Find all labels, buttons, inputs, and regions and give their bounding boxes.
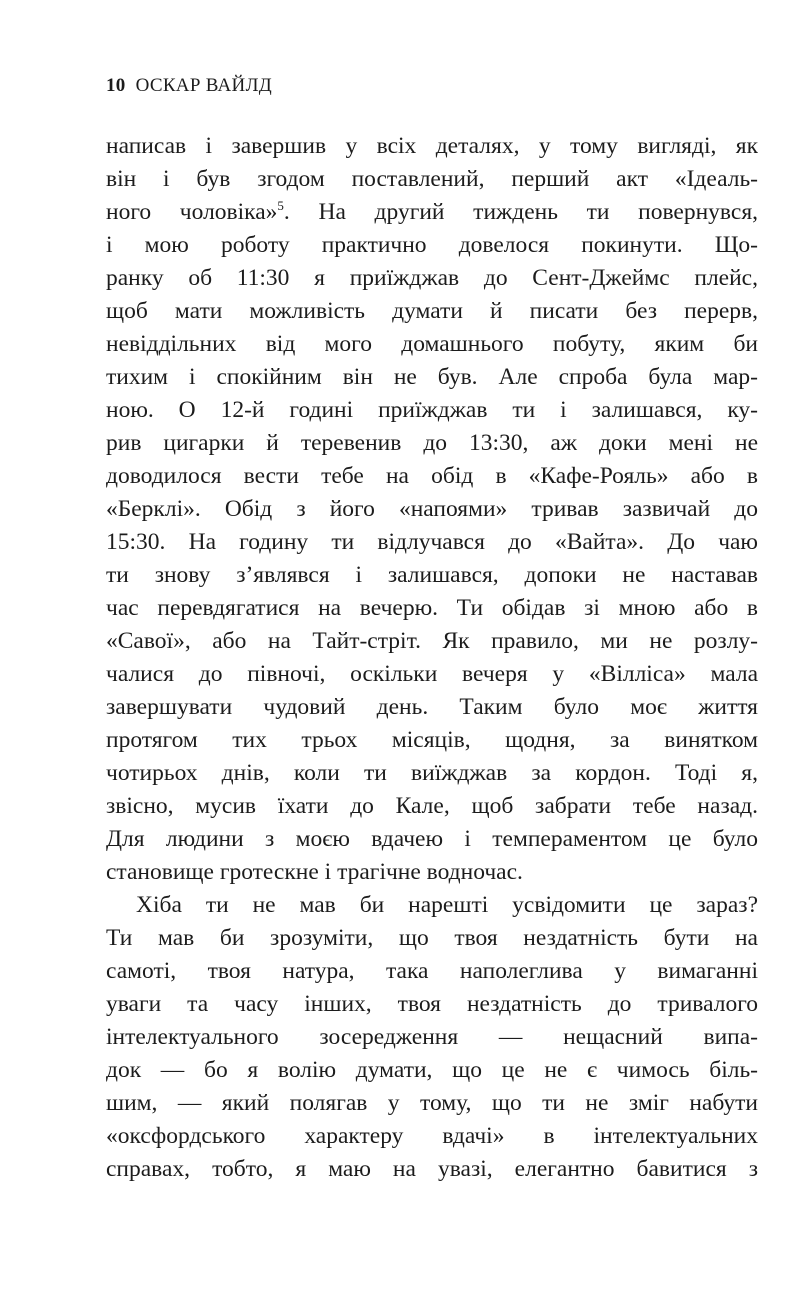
text-line: і мою роботу практично довелося покинути. Що- bbox=[106, 232, 758, 258]
text-line: час перевдягатися на вечерю. Ти обідав зі мною або в bbox=[106, 595, 758, 621]
text-line: тихим і спокійним він не був. Але спроба була мар- bbox=[106, 364, 758, 390]
text-line: протягом тих трьох місяців, щодня, за винятком bbox=[106, 727, 758, 753]
text-line: завершувати чудовий день. Таким було моє життя bbox=[106, 694, 758, 720]
text-line: чалися до півночі, оскільки вечеря у «Вілліса» мала bbox=[106, 661, 758, 687]
text-line: ною. О 12-й годині приїжджав ти і залишався, ку- bbox=[106, 397, 758, 423]
text-line: він і був згодом поставлений, перший акт «Ідеаль- bbox=[106, 166, 758, 192]
text-line: звісно, мусив їхати до Кале, щоб забрати тебе назад. bbox=[106, 793, 758, 819]
text-line: написав і завершив у всіх деталях, у тому вигляді, як bbox=[106, 133, 758, 159]
text-line: ти знову з’являвся і залишався, допоки не наставав bbox=[106, 562, 758, 588]
text-line: 15:30. На годину ти відлучався до «Вайта». До чаю bbox=[106, 529, 758, 555]
text-line: щоб мати можливість думати й писати без перерв, bbox=[106, 298, 758, 324]
page-number: 10 bbox=[106, 75, 126, 96]
text-fragment: . На другий тиждень ти повернувся, bbox=[283, 199, 758, 225]
text-line bbox=[106, 196, 758, 229]
text-line: невіддільних від мого домашнього побуту, яким би bbox=[106, 331, 758, 357]
body-text bbox=[106, 130, 758, 1186]
text-line: уваги та часу інших, твоя нездатність до тривалого bbox=[106, 991, 758, 1017]
text-line: доводилося вести тебе на обід в «Кафе-Рояль» або в bbox=[106, 463, 758, 489]
text-line: інтелектуального зосередження — нещасний випа- bbox=[106, 1024, 758, 1050]
paragraph-start-line: Хіба ти не мав би нарешті усвідомити це зараз? bbox=[136, 892, 758, 918]
text-line: Ти мав би зрозуміти, що твоя нездатність бути на bbox=[106, 925, 758, 951]
text-line: чотирьох днів, коли ти виїжджав за кордон. Тоді я, bbox=[106, 760, 758, 786]
text-line: ранку об 11:30 я приїжджав до Сент-Джеймс плейс, bbox=[106, 265, 758, 291]
text-fragment: ного чоловіка» bbox=[106, 199, 278, 225]
text-line: «Савої», або на Тайт-стріт. Як правило, ми не розлу- bbox=[106, 628, 758, 654]
running-title: ОСКАР ВАЙЛД bbox=[135, 75, 273, 96]
text-line: док — бо я волію думати, що це не є чимось біль- bbox=[106, 1057, 758, 1083]
running-head bbox=[106, 74, 272, 98]
text-line: «оксфордського характеру вдачі» в інтелектуальних bbox=[106, 1123, 758, 1149]
text-line: рив цигарки й теревенив до 13:30, аж доки мені не bbox=[106, 430, 758, 456]
paragraph-end-line: становище гротескне і трагічне водночас. bbox=[106, 859, 523, 885]
text-line: справах, тобто, я маю на увазі, елегантно бавитися з bbox=[106, 1156, 758, 1182]
text-line: «Берклі». Обід з його «напоями» тривав зазвичай до bbox=[106, 496, 758, 522]
text-line: шим, — який полягав у тому, що ти не зміг набути bbox=[106, 1090, 758, 1116]
text-line: Для людини з моєю вдачею і темпераментом це було bbox=[106, 826, 758, 852]
text-line: самоті, твоя натура, така наполеглива у вимаганні bbox=[106, 958, 758, 984]
footnote-marker: 5 bbox=[277, 198, 284, 213]
